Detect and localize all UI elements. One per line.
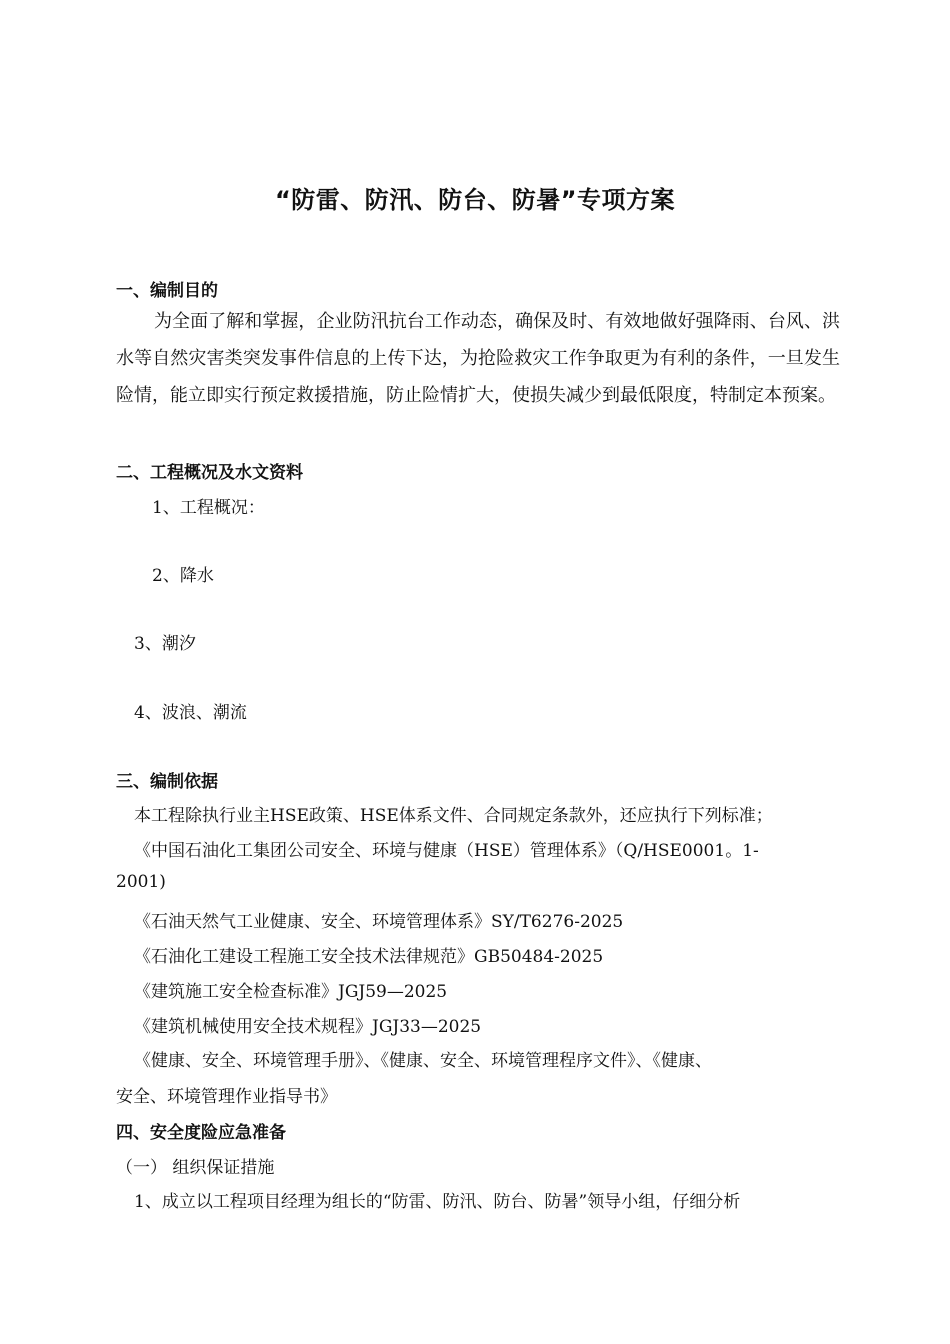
section-3-heading: 三、编制依据 bbox=[116, 772, 218, 792]
section-4-subheading: （一） 组织保证措施 bbox=[116, 1158, 275, 1178]
section-4-heading: 四、安全度险应急准备 bbox=[116, 1123, 286, 1143]
standard-6-line-2: 安全、环境管理作业指导书》 bbox=[116, 1087, 337, 1107]
section-4-item-1: 1、成立以工程项目经理为组长的“防雷、防汛、防台、防暑”领导小组，仔细分析 bbox=[134, 1192, 741, 1212]
standard-2: 《石油天然气工业健康、安全、环境管理体系》SY/T6276-2025 bbox=[134, 912, 624, 932]
section-2-item-3: 3、潮汐 bbox=[134, 634, 196, 654]
section-3-intro: 本工程除执行业主HSE政策、HSE体系文件、合同规定条款外，还应执行下列标准； bbox=[134, 806, 773, 826]
standard-3: 《石油化工建设工程施工安全技术法律规范》GB50484-2025 bbox=[134, 947, 604, 967]
section-2-item-2: 2、降水 bbox=[152, 566, 214, 586]
section-2-item-1: 1、工程概况： bbox=[152, 498, 265, 518]
standard-4: 《建筑施工安全检查标准》JGJ59—2025 bbox=[134, 982, 448, 1002]
standard-6-line-1: 《健康、安全、环境管理手册》、《健康、安全、环境管理程序文件》、《健康、 bbox=[134, 1051, 712, 1071]
section-1-paragraph: 为全面了解和掌握，企业防汛抗台工作动态，确保及时、有效地做好强降雨、台风、洪水等自然灾害类突发事件信息的上传下达，为抢险救灾工作争取更为有利的条件，一旦发生险情，能立即实行预定救援措施，防止险情扩大，使损失减少到最低限度，特制定本预案。 bbox=[116, 311, 840, 406]
standard-5: 《建筑机械使用安全技术规程》JGJ33—2025 bbox=[134, 1017, 482, 1037]
standard-1-line-2: 2001) bbox=[116, 872, 166, 892]
document-title: “防雷、防汛、防台、防暑”专项方案 bbox=[274, 186, 676, 214]
section-2-item-4: 4、波浪、潮流 bbox=[134, 703, 247, 723]
standard-1-line-1: 《中国石油化工集团公司安全、环境与健康（HSE）管理体系》（Q/HSE0001。1- bbox=[134, 841, 759, 861]
section-1-heading: 一、编制目的 bbox=[116, 281, 218, 301]
section-2-heading: 二、工程概况及水文资料 bbox=[116, 463, 303, 483]
